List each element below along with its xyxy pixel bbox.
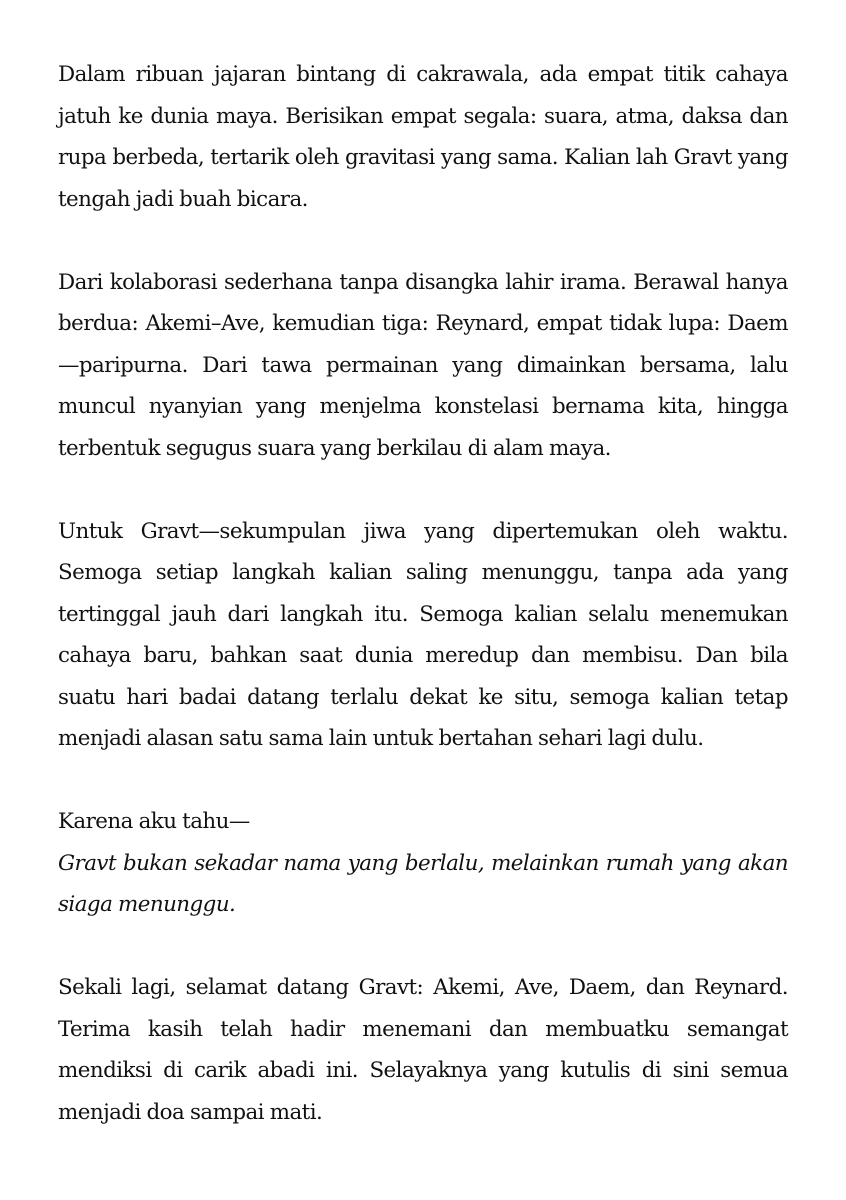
paragraph-3: Untuk Gravt—sekumpulan jiwa yang dipertemukan oleh waktu. Semoga setiap langkah kalian saling menunggu, tanpa ada yang tertinggal jauh dari langkah itu. Semoga kalian selalu menemukan cahaya baru, bahkan saat dunia meredup dan membisu. Dan bila suatu hari badai datang terlalu dekat ke situ, semoga kalian tetap menjadi alasan satu sama lain untuk bertahan sehari lagi dulu. xyxy=(58,518,788,751)
paragraph-gap xyxy=(58,220,788,262)
paragraph-gap xyxy=(58,926,788,968)
document-page xyxy=(58,54,788,1133)
quote-intro: Karena aku tahu— xyxy=(58,809,250,834)
paragraph-gap xyxy=(58,760,788,802)
closing-paragraph: Sekali lagi, selamat datang Gravt: Akemi, Ave, Daem, dan Reynard. Terima kasih telah hadir menemani dan membuatku semangat mendiksi di carik abadi ini. Selayaknya yang kutulis di sini semua menjadi doa sampai mati. xyxy=(58,975,788,1125)
paragraph-1: Dalam ribuan jajaran bintang di cakrawala, ada empat titik cahaya jatuh ke dunia maya. Berisikan empat segala: suara, atma, daksa dan rupa berbeda, tertarik oleh gravitasi yang sama. Kalian lah Gravt yang tengah jadi buah bicara. xyxy=(58,62,788,212)
paragraph-2: Dari kolaborasi sederhana tanpa disangka lahir irama. Berawal hanya berdua: Akemi–Ave, kemudian tiga: Reynard, empat tidak lupa: Daem—paripurna. Dari tawa permainan yang dimainkan bersama, lalu muncul nyanyian yang menjelma konstelasi bernama kita, hingga terbentuk segugus suara yang berkilau di alam maya. xyxy=(58,269,788,461)
quote-block xyxy=(58,801,788,926)
quote-italic: Gravt bukan sekadar nama yang berlalu, melainkan rumah yang akan siaga menunggu. xyxy=(58,850,788,917)
paragraph-gap xyxy=(58,469,788,511)
